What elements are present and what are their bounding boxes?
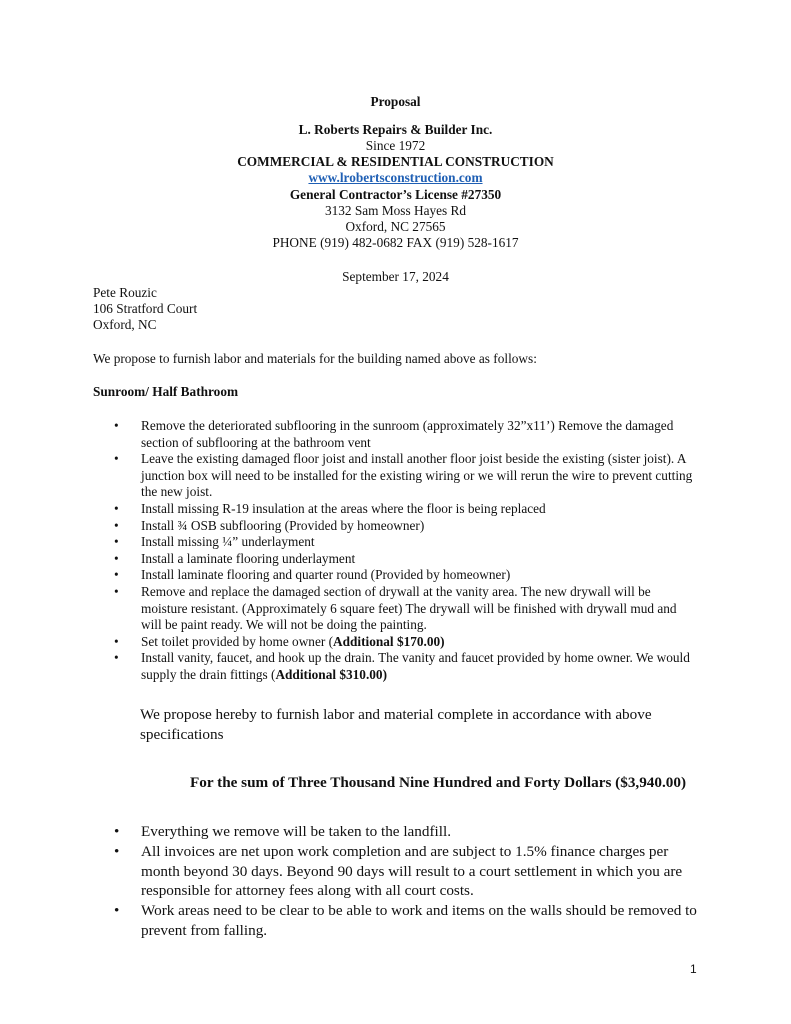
contractor-license: General Contractor’s License #27350 [289, 187, 502, 202]
additional-cost: Additional $170.00) [333, 633, 445, 649]
scope-item: • Install missing R-19 insulation at the areas where the floor is being replaced [93, 501, 698, 518]
scope-item: • Install vanity, faucet, and hook up the drain. The vanity and faucet provided by home owner. We would supply the drain fittings (Additional $310.00) [93, 650, 698, 683]
company-address-line1: 3132 Sam Moss Hayes Rd [324, 203, 467, 218]
proposal-date: September 17, 2024 [342, 269, 449, 284]
closing-statement: We propose hereby to furnish labor and material complete in accordance with above specifications [140, 706, 652, 743]
intro-text: We propose to furnish labor and materials for the building named above as follows: [93, 351, 537, 366]
scope-item: • Remove and replace the damaged section of drywall at the vanity area. The new drywall will be moisture resistant. (Approximately 6 square feet) The drywall will be finished with drywall mud and will be paint ready. We will not be doing the painting. [93, 584, 698, 634]
recipient-street: 106 Stratford Court [93, 301, 198, 316]
recipient-city: Oxford, NC [93, 317, 157, 332]
terms-list [93, 822, 703, 941]
scope-list [93, 418, 698, 684]
scope-item: • Install missing ¼” underlayment [93, 534, 698, 551]
additional-cost: Additional $310.00) [275, 666, 388, 682]
company-tagline: COMMERCIAL & RESIDENTIAL CONSTRUCTION [237, 154, 554, 169]
page-number: 1 [690, 962, 697, 976]
scope-item: • Set toilet provided by home owner (Additional $170.00) [93, 634, 698, 651]
section-title: Sunroom/ Half Bathroom [93, 384, 239, 399]
scope-item: • Remove the deteriorated subflooring in the sunroom (approximately 32”x11’) Remove the damaged section of subflooring at the bathroom vent [93, 418, 698, 451]
company-address-line2: Oxford, NC 27565 [345, 219, 446, 234]
sum-statement: For the sum of Three Thousand Nine Hundred and Forty Dollars ($3,940.00) [190, 774, 687, 791]
company-since: Since 1972 [365, 138, 426, 153]
document-title: Proposal [370, 94, 421, 109]
company-name: L. Roberts Repairs & Builder Inc. [298, 122, 493, 137]
company-phone-fax: PHONE (919) 482-0682 FAX (919) 528-1617 [272, 235, 519, 250]
scope-item: • Leave the existing damaged floor joist and install another floor joist beside the existing (sister joist). A junction box will need to be installed for the existing wiring or we will rerun the wire to prevent cutting the new joist. [93, 451, 698, 501]
scope-item: • Install laminate flooring and quarter round (Provided by homeowner) [93, 567, 698, 584]
company-website-link[interactable]: www.lrobertsconstruction.com [308, 170, 483, 185]
terms-item: • All invoices are net upon work completion and are subject to 1.5% finance charges per month beyond 30 days. Beyond 90 days will result to a court settlement in which you are responsible for attorney fees along with all court costs. [93, 842, 703, 901]
scope-item: • Install a laminate flooring underlayment [93, 551, 698, 568]
recipient-name: Pete Rouzic [93, 285, 157, 300]
terms-item: • Work areas need to be clear to be able to work and items on the walls should be removed to prevent from falling. [93, 901, 703, 941]
scope-item: • Install ¾ OSB subflooring (Provided by homeowner) [93, 518, 698, 535]
terms-item: • Everything we remove will be taken to the landfill. [93, 822, 703, 842]
